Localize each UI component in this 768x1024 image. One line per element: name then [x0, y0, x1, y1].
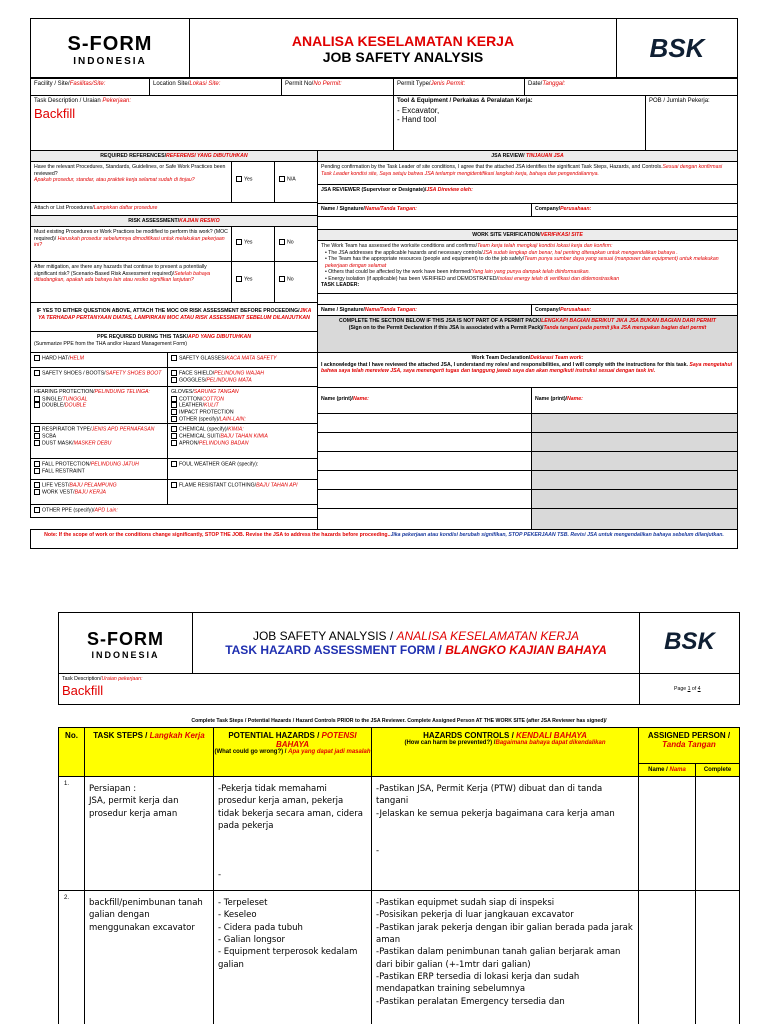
- p2-subtitle: TASK HAZARD ASSESSMENT FORM / BLANGKO KAJIAN BAHAYA: [225, 643, 607, 657]
- row-1-control: -Pastikan JSA, Permit Kerja (PTW) dibuat dan di tanda tangani -Jelaskan ke semua pekerja bagaimana cara kerja aman -: [371, 776, 639, 891]
- tool-item: - Hand tool: [397, 114, 437, 124]
- risk-1-no[interactable]: No: [274, 226, 318, 262]
- moc-note: IF YES TO EITHER QUESTION ABOVE, ATTACH THE MOC OR RISK ASSESSMENT BEFORE PROCEEDING/JIKA YA TERHADAP PERTANYAAN DIATAS, LAMPIRKAN MOC ATAU RISK ASSESSMENT SEBELUM DILANJUTKAN: [30, 302, 318, 332]
- task-description-value: Backfill: [34, 105, 76, 121]
- checkbox[interactable]: [279, 276, 285, 282]
- signature-cell[interactable]: [317, 470, 532, 490]
- col-no-header: No.: [58, 727, 85, 777]
- page-title-en: JOB SAFETY ANALYSIS: [322, 49, 484, 65]
- page-title-id: ANALISA KESELAMATAN KERJA: [291, 33, 515, 49]
- permit-pack-note: COMPLETE THE SECTION BELOW IF THIS JSA IS NOT PART OF A PERMIT PACK/LENGKAPI BAGIAN BERIKUT JIKA JSA BUKAN BAGIAN DARI PERMIT (Sign on to the Permit Declaration if this JSA is associated with a Permit Pack)/Tanda tangani pada permit jika JSA merupakan bagian dari permit: [317, 315, 738, 353]
- facility-field[interactable]: Facility / Site/Fasilitas/Site:: [30, 78, 150, 96]
- references-question: Have the relevant Procedures, Standards, Guidelines, or Safe Work Practices been reviewed? Apakah prosedur, standar, atau praktek kerja selamat sudah di tinjau?: [30, 161, 232, 203]
- signature-cell[interactable]: [317, 489, 532, 509]
- signature-cell[interactable]: [317, 432, 532, 452]
- required-references-header: REQUIRED REFERENCES/REFERENSI YANG DIBUTUHKAN: [30, 150, 318, 162]
- p2-task-description[interactable]: Task Description/Uraian pekerjaan: Backfill: [58, 673, 640, 705]
- jsa-review-text: Pending confirmation by the Task Leader of site conditions, I agree that the attached JSA identifies the significant Task Steps, Hazards, and Controls.Sesuai dengan konfirmasi Task Leader kondisi site, Saya setuju bahwa JSA terlampir mengidentifikasi langkah kerja, bahaya dan pengendaliannya.: [317, 161, 738, 185]
- signature-cell[interactable]: [531, 508, 738, 530]
- tools-field[interactable]: Tool & Equipment / Perkakas & Peralatan Kerja: - Excavator, - Hand tool: [393, 95, 646, 151]
- row-1-hazard: -Pekerja tidak memahami prosedur kerja aman, pekerja tidak bekerja secara aman, cidera pada pekerja -: [213, 776, 372, 891]
- jsa-review-header: JSA REVIEW/ TINJAUAN JSA: [317, 150, 738, 162]
- name-print-header-left: Name (print)/Name:: [317, 387, 532, 414]
- col-assigned-header: ASSIGNED PERSON / Tanda Tangan: [638, 727, 740, 764]
- risk-1-yes[interactable]: Yes: [231, 226, 275, 262]
- ppe-grid: [30, 352, 318, 530]
- sform-logo: S-FORM: [87, 629, 164, 649]
- ppe-foul-weather[interactable]: FOUL WEATHER GEAR (specify):: [167, 458, 318, 480]
- signature-cell[interactable]: [531, 489, 738, 509]
- risk-question-2: After mitigation, are there any hazards that continue to present a potentially significant risk? (Scenario-Based Risk Assessment required)/Setelah bahaya ditiadangkan, apakah ada bahaya lain atau resiko signifikan lanjutan?: [30, 261, 232, 303]
- checkbox[interactable]: [236, 276, 242, 282]
- ppe-other[interactable]: OTHER PPE (specify)/APD Lain:: [30, 504, 318, 518]
- header-bsk-box: [616, 18, 738, 78]
- team-signature-table: [317, 387, 738, 530]
- task-leader-name-signature[interactable]: Name / Signature/Nama/Tanda Tangan:: [317, 304, 532, 316]
- work-team-declaration: Work Team Declaration/Deklarasi Team work: I acknowledge that I have reviewed the attached JSA, I understand my roles/ and responsibilities, and I will comply with the instructions for this task. Saya mengetahui bahwa saya telah mereview JSA, saya menengerti tugas dan tanggung jawab saya dan akan mengikuti instruksi sesuai dengan task ini.: [317, 352, 738, 388]
- col-hazards-header: POTENTIAL HAZARDS / POTENSI BAHAYA (What could go wrong?) / Apa yang dapat jadi masalah: [213, 727, 372, 777]
- name-print-header-right: Name (print)/Name:: [531, 387, 738, 414]
- header-title-box: [189, 18, 617, 78]
- ppe-face-shield[interactable]: FACE SHIELD/PELINDUNG WAJAH GOGGLES/PELINDUNG MATA: [167, 367, 318, 387]
- signature-cell[interactable]: [531, 451, 738, 471]
- p2-title-box: [192, 612, 640, 674]
- risk-assessment-header: RISK ASSESSMENT/KAJIAN RESIKO: [30, 215, 318, 227]
- signature-cell[interactable]: [531, 470, 738, 490]
- worksite-verification-text: The Work Team has assessed the worksite conditions and confirms/Team kerja telah mengkaji kondisi lokasi kerja dan konfirm: • The JSA addresses the applicable hazards and necessary controls/JSA sudah lengkap dan benar, hal penting diterapkan untuk mengendalikan bahaya . • The Team has the appropriate resources (people and equipment) to do the job safely/Team punya sumber daya yang sesuai (manpower dan equipment) untuk melakukan pekerjaan dengan selamat • Others that could be affected by the work have been informed/Yang lain yang punya dampak telah diinformasikan. • Energy isolation (if applicable) has been VERIFIED and DEMOSTRATED/Isolasi energy telah di verifikasi dan didemostrasikan TASK LEADER:: [317, 240, 738, 294]
- p2-logo-box: [58, 612, 193, 674]
- permit-no-field[interactable]: Permit No/No Permit:: [281, 78, 394, 96]
- jsa-form-page-1: [30, 18, 738, 542]
- attach-procedures[interactable]: Attach or List Procedures/Lampirkan daftar prosedure: [30, 202, 318, 216]
- ppe-gloves[interactable]: GLOVES/SARUNG TANGAN COTTON/COTTON LEATHER/KULIT IMPACT PROTECTION OTHER (specify)/LAIN-LAIN:: [167, 386, 318, 424]
- signature-cell[interactable]: [317, 508, 532, 530]
- row-1-complete[interactable]: [695, 776, 740, 891]
- header-logo-box: [30, 18, 190, 78]
- col-complete-header: Complete: [695, 763, 740, 777]
- ppe-flame-resistant[interactable]: FLAME RESISTANT CLOTHING/BAJU TAHAN API: [167, 479, 318, 505]
- row-1-assigned-name[interactable]: [638, 776, 696, 891]
- references-na[interactable]: N/A: [274, 161, 318, 203]
- date-field[interactable]: Date/Tanggal:: [524, 78, 738, 96]
- jsa-reviewer-name-signature[interactable]: Name / Signature/Nama/Tanda Tangan:: [317, 203, 532, 217]
- worksite-verification-header: WORK SITE VERIFICATION/VERIFIKASI SITE: [317, 229, 738, 241]
- bsk-logo: BSK: [664, 628, 715, 655]
- checkbox[interactable]: [236, 239, 242, 245]
- p2-bsk-box: [639, 612, 740, 674]
- col-name-header: Name / Nama: [638, 763, 696, 777]
- checkbox[interactable]: [279, 239, 285, 245]
- signature-cell[interactable]: [317, 413, 532, 433]
- p2-task-value: Backfill: [62, 682, 104, 698]
- pob-field[interactable]: POB / Jumlah Pekerja:: [645, 95, 738, 151]
- spacer: [317, 216, 738, 230]
- sform-logo-sub: INDONESIA: [73, 56, 147, 67]
- checkbox[interactable]: [279, 176, 285, 182]
- permit-type-field[interactable]: Permit Type/Jenis Permit:: [393, 78, 525, 96]
- col-controls-header: HAZARDS CONTROLS / KENDALI BAHAYA (How can harm be prevented?) /Bagaimana bahaya dapat dikendalikan: [371, 727, 639, 777]
- row-1-no: 1.: [58, 776, 85, 891]
- task-description-field[interactable]: Task Description / Uraian Pekerjaan: Backfill: [30, 95, 394, 151]
- tool-item: - Excavator,: [397, 105, 440, 115]
- p2-title: JOB SAFETY ANALYSIS / ANALISA KESELAMATAN KERJA: [252, 629, 580, 643]
- ppe-fall-protection[interactable]: FALL PROTECTION/PELINDUNG JATUH FALL RESTRAINT: [30, 458, 168, 480]
- checkbox[interactable]: [236, 176, 242, 182]
- risk-2-yes[interactable]: Yes: [231, 261, 275, 303]
- page-indicator: Page 1 of 4: [639, 673, 740, 705]
- signature-cell[interactable]: [531, 432, 738, 452]
- ppe-safety-glasses[interactable]: SAFETY GLASSES/KACA MATA SAFETY: [167, 352, 318, 368]
- jsa-reviewer-company[interactable]: Company/Perusahaan:: [531, 203, 738, 217]
- sform-logo-sub: INDONESIA: [91, 650, 160, 660]
- p2-instruction: Complete Task Steps / Potential Hazards / Hazard Controls PRIOR to the JSA Reviewer. Complete Assigned Person AT THE WORK SITE (after JSA Reviewer has signed)/: [191, 718, 607, 724]
- col-steps-header: TASK STEPS / Langkah Kerja: [84, 727, 214, 777]
- location-field[interactable]: Location Site/Lokasi Site:: [149, 78, 282, 96]
- row-2-no: 2.: [58, 890, 85, 1024]
- ppe-life-vest[interactable]: LIFE VEST/BAJU PELAMPUNG WORK VEST/BAJU KERJA: [30, 479, 168, 505]
- row-2-assigned-name[interactable]: [638, 890, 696, 1024]
- row-1-step: Persiapan : JSA, permit kerja dan prosedur kerja aman: [84, 776, 214, 891]
- risk-question-1: Must existing Procedures or Work Practices be modified to perform this work? (MOC required)/ Haruskah prosedur sebelumnya dimodifikasi untuk melakukan pekerjaan ini?: [30, 226, 232, 262]
- scope-change-note: Note: If the scope of work or the conditions change significantly, STOP THE JOB. Revise the JSA to address the hazards before proceeding..Jika pekerjaan atau kondisi berubah signifikan, STOP PEKERJAAN TSB. Revisi JSA untuk mengendalikan bahaya sebelum dilanjutkan.: [30, 529, 738, 549]
- task-leader-company[interactable]: Company/Perusahaan:: [531, 304, 738, 316]
- signature-cell[interactable]: [531, 413, 738, 433]
- ppe-respirator[interactable]: RESPIRATOR TYPE/JENIS APD PERNAFASAN SCBA DUST MASK/MASKER DEBU: [30, 423, 168, 459]
- row-2-hazard: - Terpeleset - Keseleo - Cidera pada tubuh - Galian longsor - Equipment terperosok kedalam galian: [213, 890, 372, 1024]
- ppe-header: PPE REQUIRED DURING THIS TASK/APD YANG DIBUTUHKAN (Summarize PPE from the THA and/or Hazard Management Form): [30, 331, 318, 353]
- ppe-safety-shoes[interactable]: SAFETY SHOES / BOOTS/SAFETY SHOES BOOT: [30, 367, 168, 387]
- jsa-reviewer-label: JSA REVIEWER (Supervisor or Designate)/JSA Direview oleh:: [317, 184, 738, 204]
- row-2-control: -Pastikan equipmet sudah siap di inspeksi -Posisikan pekerja di luar jangkauan excavator -Pastikan jarak pekerja dengan ibir galian berada pada jarak aman -Pastikan dalam penimbunan tanah galian berjarak aman dari bibir galian (+-1mtr dari galian) -Pastikan ERP tersedia di lokasi kerja dan sudah mendapatkan training sebelumnya -Pastikan peralatan Emergency tersedia dan: [371, 890, 639, 1024]
- sform-logo: S-FORM: [67, 33, 153, 55]
- ppe-hard-hat[interactable]: HARD HAT/HELM: [30, 352, 168, 368]
- jsa-form-page-2: [58, 612, 740, 1024]
- row-2-complete[interactable]: [695, 890, 740, 1024]
- signature-cell[interactable]: [317, 451, 532, 471]
- risk-2-no[interactable]: No: [274, 261, 318, 303]
- row-2-step: backfill/penimbunan tanah galian dengan menggunakan excavator: [84, 890, 214, 1024]
- bsk-logo: BSK: [649, 33, 705, 63]
- ppe-hearing[interactable]: HEARING PROTECTION/PELINDUNG TELINGA: SINGLE/TUNGGAL DOUBLE/DOUBLE: [30, 386, 168, 424]
- ppe-chemical[interactable]: CHEMICAL (specify)/KIMIA: CHEMICAL SUIT/BAJU TAHAN KIMIA APRON/PELINDUNG BADAN: [167, 423, 318, 459]
- references-yes[interactable]: Yes: [231, 161, 275, 203]
